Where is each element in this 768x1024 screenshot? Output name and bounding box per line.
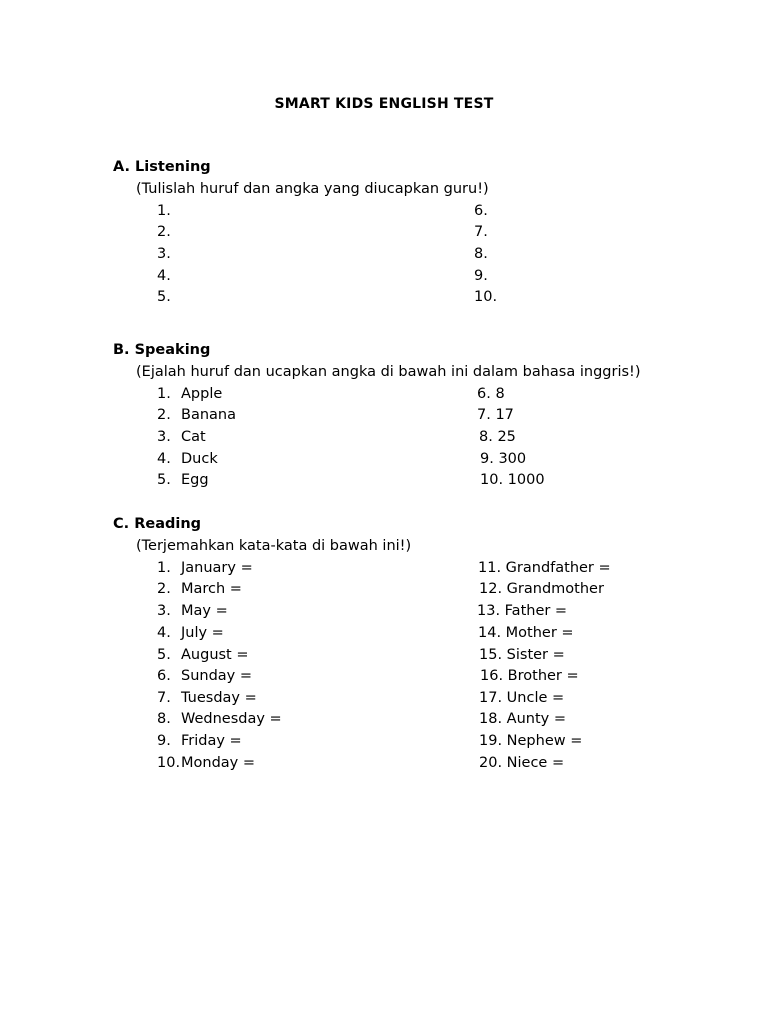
list-item-right: 11. Grandfather = (478, 560, 611, 576)
list-item-right: 8. (474, 246, 488, 262)
list-item (157, 384, 171, 406)
list-item (157, 287, 171, 309)
list-item (157, 731, 171, 753)
list-item-right: 10. (474, 289, 498, 305)
item-number: 7. (157, 690, 171, 706)
item-number: 9. (157, 733, 171, 749)
item-number: 1. (157, 386, 171, 402)
item-number: 4. (157, 268, 171, 284)
list-item-right: 16. Brother = (480, 668, 579, 684)
item-text: Wednesday = (181, 711, 282, 727)
list-item-right: 9. 300 (480, 451, 527, 467)
list-item (157, 244, 171, 266)
list-item (157, 470, 171, 492)
item-text: January = (181, 560, 253, 576)
list-item-right: 20. Niece = (479, 755, 565, 771)
item-text: Cat (181, 429, 206, 445)
item-number: 2. (157, 224, 171, 240)
list-item (157, 753, 180, 775)
list-item-right: 12. Grandmother (479, 581, 604, 597)
item-text: Apple (181, 386, 223, 402)
item-text: August = (181, 647, 249, 663)
list-item-right: 6. (474, 203, 488, 219)
list-item (157, 266, 171, 288)
page-title: SMART KIDS ENGLISH TEST (274, 96, 494, 112)
item-number: 5. (157, 647, 171, 663)
item-text: July = (181, 625, 224, 641)
list-item-right: 8. 25 (479, 429, 516, 445)
item-number: 2. (157, 407, 171, 423)
list-item-right: 15. Sister = (479, 647, 565, 663)
item-number: 3. (157, 246, 171, 262)
list-item (157, 688, 171, 710)
item-text: Duck (181, 451, 218, 467)
item-text: Monday = (181, 755, 256, 771)
list-item (157, 449, 171, 471)
list-item (157, 601, 171, 623)
section-c-instruction: (Terjemahkan kata-kata di bawah ini!) (136, 538, 412, 554)
item-number: 1. (157, 203, 171, 219)
section-b-instruction: (Ejalah huruf dan ucapkan angka di bawah ini dalam bahasa inggris!) (136, 364, 641, 380)
item-text: Sunday = (181, 668, 253, 684)
item-text: May = (181, 603, 228, 619)
item-number: 4. (157, 451, 171, 467)
section-c-heading: C. Reading (113, 516, 202, 532)
list-item (157, 201, 171, 223)
item-number: 1. (157, 560, 171, 576)
list-item (157, 222, 171, 244)
list-item (157, 709, 171, 731)
list-item (157, 579, 171, 601)
list-item-right: 10. 1000 (480, 472, 545, 488)
list-item (157, 623, 171, 645)
section-b-heading: B. Speaking (113, 342, 211, 358)
item-number: 5. (157, 472, 171, 488)
item-text: March = (181, 581, 242, 597)
item-number: 6. (157, 668, 171, 684)
section-a-instruction: (Tulislah huruf dan angka yang diucapkan guru!) (136, 181, 489, 197)
list-item-right: 7. (474, 224, 488, 240)
item-text: Friday = (181, 733, 242, 749)
item-number: 3. (157, 429, 171, 445)
list-item (157, 645, 171, 667)
item-text: Egg (181, 472, 209, 488)
list-item-right: 19. Nephew = (479, 733, 583, 749)
item-text: Tuesday = (181, 690, 257, 706)
list-item-right: 13. Father = (477, 603, 568, 619)
list-item-right: 7. 17 (477, 407, 514, 423)
list-item-right: 14. Mother = (478, 625, 574, 641)
item-number: 5. (157, 289, 171, 305)
list-item (157, 558, 171, 580)
section-a-heading: A. Listening (113, 159, 211, 175)
list-item-right: 6. 8 (477, 386, 505, 402)
list-item (157, 666, 171, 688)
item-number: 3. (157, 603, 171, 619)
list-item-right: 18. Aunty = (479, 711, 566, 727)
item-number: 2. (157, 581, 171, 597)
list-item (157, 427, 171, 449)
list-item (157, 405, 171, 427)
item-number: 10. (157, 755, 181, 771)
list-item-right: 9. (474, 268, 488, 284)
list-item-right: 17. Uncle = (479, 690, 565, 706)
item-text: Banana (181, 407, 236, 423)
item-number: 4. (157, 625, 171, 641)
item-number: 8. (157, 711, 171, 727)
